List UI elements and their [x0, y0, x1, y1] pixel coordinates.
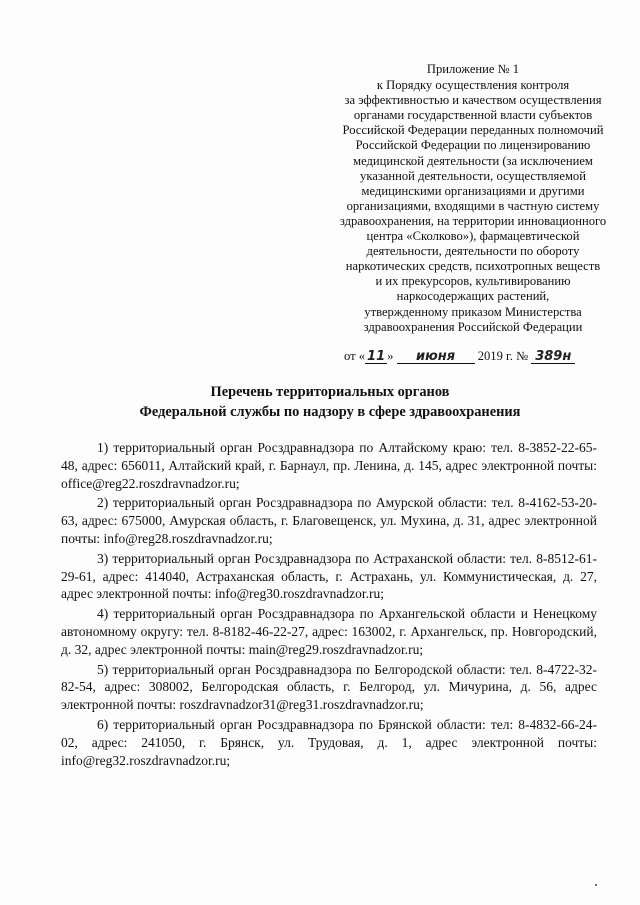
list-item: 6) территориальный орган Росздравнадзора по Брянской области: тел: 8-4832-66-24-02, адрес: 241050, г. Брянск, ул. Трудовая, д. 1, адрес электронной почты: info@reg32.roszdravnadzor.ru;	[61, 716, 597, 768]
territorial-bodies-list	[61, 439, 597, 771]
date-prefix: от «	[344, 349, 366, 363]
date-day: 11	[367, 349, 386, 364]
date-mid: »	[387, 349, 394, 363]
list-item: 3) территориальный орган Росздравнадзора по Астраханской области: тел. 8-8512-61-29-61, адрес: 414040, Астраханская область, г. Астрахань, ул. Коммунистическая, д. 27, адрес электронной почты: info@reg30.roszdravnadzor.ru;	[61, 550, 597, 602]
appendix-line: Российской Федерации по лицензированию	[355, 138, 591, 153]
appendix-line: здравоохранения Российской Федерации	[363, 319, 583, 334]
appendix-line: к Порядку осуществления контроля	[376, 78, 570, 93]
list-item: 4) территориальный орган Росздравнадзора по Архангельской области и Ненецкому автономному округу: тел. 8-8182-46-22-27, адрес: 163002, г. Архангельск, пр. Новгородский, д. 32, адрес электронной почты: main@reg29.roszdravnadzor.ru;	[61, 606, 597, 657]
appendix-header	[330, 62, 616, 335]
order-number: 389н	[531, 350, 575, 364]
appendix-line: указанной деятельности, осуществляемой	[360, 168, 586, 183]
appendix-line: медицинскими организациями и другими	[361, 183, 585, 198]
date-year: 2019 г. №	[477, 349, 529, 363]
appendix-title: Приложение № 1	[426, 62, 520, 76]
document-title-line-2: Федеральной службы по надзору в сфере здравоохранения	[139, 404, 521, 420]
approval-date-line	[344, 349, 624, 364]
appendix-line: здравоохранения, на территории инновационного	[339, 213, 607, 228]
appendix-line: и их прекурсоров, культивированию	[375, 274, 571, 289]
appendix-line: утвержденному приказом Министерства	[364, 304, 582, 319]
list-item: 5) территориальный орган Росздравнадзора по Белгородской области: тел. 8-4722-32-82-54, адрес: 308002, Белгородская область, г. Белгород, ул. Мичурина, д. 56, адрес электронной почты: roszdravnadzor31@reg31.roszdravnadzor.ru;	[61, 661, 597, 713]
appendix-line: органами государственной власти субъектов	[353, 108, 593, 123]
appendix-line: центра «Сколково»), фармацевтической	[366, 229, 580, 244]
scan-speck	[595, 884, 597, 886]
appendix-line: Российской Федерации переданных полномочий	[342, 123, 604, 138]
appendix-line: наркотических средств, психотропных веществ	[345, 259, 601, 274]
appendix-line: медицинской деятельности (за исключением	[353, 153, 593, 168]
document-title-line-1: Перечень территориальных органов	[210, 384, 450, 400]
list-item: 2) территориальный орган Росздравнадзора по Амурской области: тел. 8-4162-53-20-63, адрес: 675000, Амурская область, г. Благовещенск, ул. Мухина, д. 31, адрес электронной почты: info@reg28.roszdravnadzor.ru;	[61, 495, 597, 546]
list-item: 1) территориальный орган Росздравнадзора по Алтайскому краю: тел. 8-3852-22-65-48, адрес: 656011, Алтайский край, г. Барнаул, пр. Ленина, д. 145, адрес электронной почты: office@reg22.roszdravnadzor.ru;	[61, 440, 597, 491]
appendix-line: организациями, входящими в частную систему	[346, 198, 600, 213]
date-month: июня	[397, 350, 475, 364]
appendix-line: наркосодержащих растений,	[396, 289, 550, 304]
appendix-line: за эффективностью и качеством осуществления	[344, 93, 602, 108]
appendix-line: деятельности, деятельности по обороту	[366, 244, 580, 259]
